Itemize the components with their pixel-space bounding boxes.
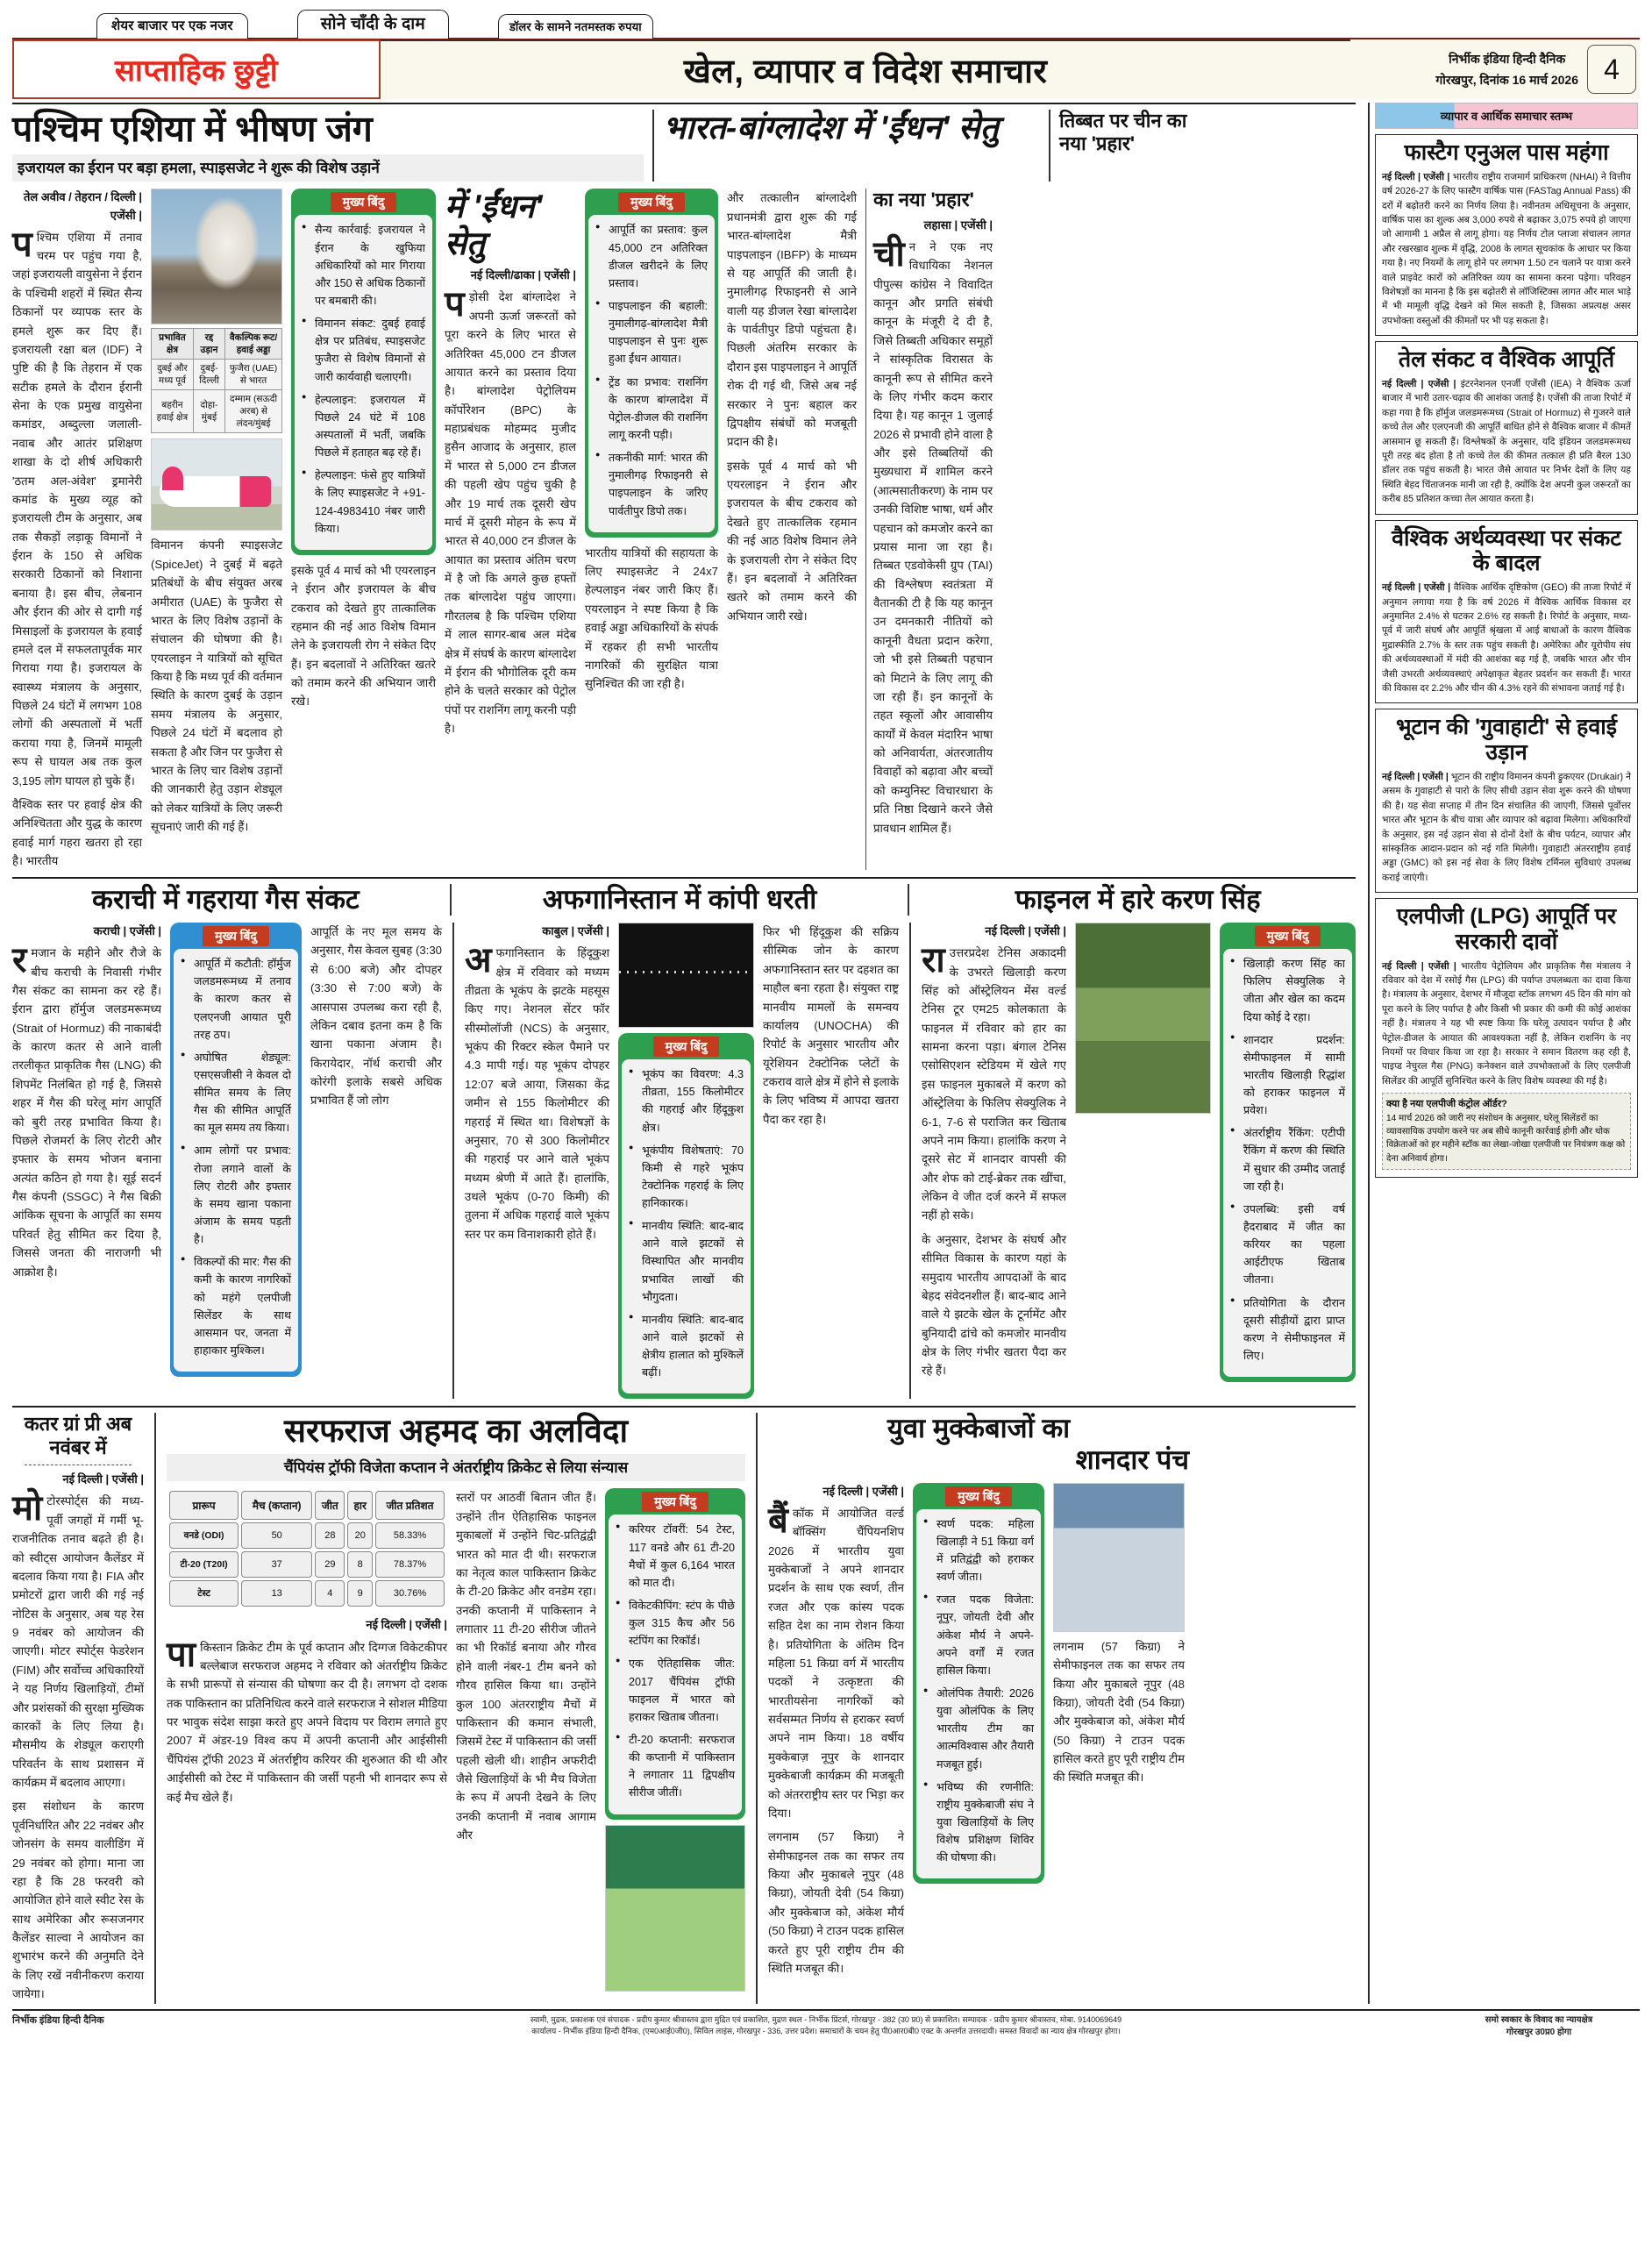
list-item: ● प्रतियोगिता के दौरान दूसरी सीड़ीयों द्वारा प्राप्त करण ने सेमीफाइनल में लिए। [1230, 1294, 1345, 1365]
boxing-key-points-box [913, 1483, 1044, 1885]
list-item: ● मानवीय स्थिति: बाद-बाद आने वाले झटकों से विस्थापित और मानवीय प्रभावित लाखों की भौगुदता। [629, 1217, 744, 1306]
rcard-title: तेल संकट व वैश्विक आपूर्ति [1398, 347, 1615, 373]
vertical-rule-8 [756, 1413, 758, 2003]
boxing-kp-col [913, 1483, 1044, 1978]
qatar-dateline: नई दिल्ली | एजेंसी | [62, 1472, 144, 1486]
key-points-title: मुख्य बिंदु [945, 1486, 1012, 1507]
footer-imprint-line2: कार्यालय - निर्भीक इंडिया हिन्दी दैनिक, (एम0आई0जी0), सिविल लाइंस, गोरखपुर - 336, उत्तर प्रदेश। समाचारों के चयन हेतु पी0आर0बी0 एक्ट के अन्तर्गत उत्तरदायी। समस्त विवादों का न्याय क्षेत्र गोरखपुर होगा। [531, 2026, 1121, 2035]
afghan-text-col [465, 923, 609, 1399]
key-points-body [609, 1514, 742, 1814]
footer-imprint [226, 2014, 1426, 2037]
table-header-row [152, 329, 282, 360]
tibet-headline-block [1059, 110, 1191, 156]
masthead-right-panel [1350, 39, 1640, 99]
row2-bodies [12, 923, 1356, 1399]
key-points-body [622, 1059, 751, 1393]
cell: 78.37% [375, 1551, 445, 1578]
row2-headlines [12, 884, 1356, 916]
key-points-title: मुख्य बिंदु [331, 192, 397, 212]
list-item: ● टी-20 कप्तानी: सरफराज की कप्तानी में पाकिस्तान ने लगातार 11 द्विपक्षीय सीरीज जीतीं। [616, 1731, 735, 1802]
lead-col-2 [151, 189, 282, 870]
sarfraz-kicker: चैंपियंस ट्रॉफी विजेता कप्तान ने अंतर्राष्ट्रीय क्रिकेट से लिया संन्यास [167, 1454, 745, 1482]
key-points-title: मुख्य बिंदु [653, 1037, 720, 1057]
sarfraz-article [167, 1413, 745, 2003]
col-wins: जीत [315, 1491, 345, 1520]
masthead-meta [1435, 48, 1578, 91]
row3-divider [12, 1406, 1356, 1408]
afghan-media-col [618, 923, 754, 1399]
cell: 9 [347, 1580, 373, 1607]
cell: 30.76% [375, 1580, 445, 1607]
lead-body-2a: विमानन कंपनी स्पाइसजेट (SpiceJet) ने दुबई में बढ़ते प्रतिबंधों के बीच संयुक्त अरब अमीरात (UAE) के फुजैरा से भारत के लिए विशेष उड़ानों के संचालन की घोषणा की है। एयरलाइन ने यात्रियों को सूचित किया है कि मध्य पूर्व की वर्तमान स्थिति के कारण दुबई के उड़ान समय मंत्रालय के अनुसार, पिछले 24 घंटों में बदलाव हो सकता है और जिन पर फुजैरा से भारत के लिए चार विशेष उड़ानों की जानकारी हेतु उड़ान शेड्यूल को लेकर यात्रियों के लिए जरूरी सूचनाएं जारी की गई हैं। [151, 538, 282, 834]
qatar-dropcap: मो [12, 1489, 43, 1529]
key-points-body [174, 949, 298, 1372]
rcard-bhutan-flight [1375, 709, 1638, 893]
tennis-headline: फाइनल में हारे करण सिंह [1015, 884, 1261, 916]
place-date: गोरखपुर, दिनांक 16 मार्च 2026 [1435, 73, 1578, 87]
afghan-body-b: फिर भी हिंदूकुश की सक्रिय सीस्मिक जोन के कारण अफगानिस्तान स्तर पर दहशत का माहौल बना रहता है। संयुक्त राष्ट्र मानवीय मामलों के समन्वय कार्यालय (UNOCHA) की रिपोर्ट के अनुसार भारतीय और यूरेशियन टेक्टोनिक प्लेटों के टकराव वाले क्षेत्र में होने से इलाके के लिए भविष्य में आपदा खतरा पैदा कर रहा है। [762, 925, 899, 1126]
key-points-list [616, 1521, 735, 1801]
boxing-body-a: बैंकॉक में आयोजित वर्ल्ड बॉक्सिंग चैंपियनशिप 2026 में भारतीय युवा मुक्केबाजों ने अपने शानदार प्रदर्शन के साथ एक स्वर्ण, तीन रजत और एक कांस्य पदक सहित देश का नाम रोशन किया है। प्रतियोगिता के अंतिम दिन महिला 51 किग्रा वर्ग में भारतीय पदकों ने उत्कृष्टता की भारतीयसेना नागरिकों को सर्वसम्मत निर्णय से हराकर स्वर्ण अपने नाम किया। 18 वर्षीय मुक्केबाज़ नूपुर के शानदार मुक्केबाजी कार्यक्रम की मजबूती को अंतरराष्ट्रीय स्तर पर भिड़ा कर दिया। [768, 1500, 904, 1820]
top-ribbon [12, 7, 1640, 39]
vertical-rule-4 [908, 884, 909, 916]
key-points-list [595, 221, 708, 519]
tibet-dateline: लहासा | एजेंसी | [923, 217, 993, 232]
list-item: ● अंतर्राष्ट्रीय रैंकिंग: एटीपी रैंकिंग में करण की स्थिति में सुधार की उम्मीद जताई जा रही है। [1230, 1124, 1345, 1195]
col-affected-region: प्रभावित क्षेत्र [152, 329, 194, 360]
tennis-player-photo [1075, 923, 1211, 1114]
rcard-body: नई दिल्ली | एजेंसी | इंटरनेशनल एनर्जी एजेंसी (IEA) ने वैश्विक ऊर्जा बाजार में भारी उतार-चढ़ाव की आशंका जताई है। एजेंसी की ताजा रिपोर्ट में कहा गया है कि हॉर्मुज जलडमरूमध्य (Strait of Hormuz) से गुजरने वाले कच्चे तेल और एलएनजी की आपूर्ति बाधित होने से वैश्विक बाजार में कीमतें आसमान छू सकती हैं। विश्लेषकों के अनुसार, यदि इंडियन जलडमरूमध्य पूरी तरह बंद होता है तो कच्चे तेल की कीमत तत्काल ही प्रति बैरल 130 डॉलर तक पहुंच सकती है। भारत जैसे आयात पर निर्भर देशों के लिए यह स्थिति बेहद चिंताजनक मानी जा रही है, क्योंकि देश अपनी कुल जरूरतों का करीब 85 प्रतिशत कच्चा तेल आयात करता है। [1382, 378, 1631, 505]
cell: 29 [315, 1551, 345, 1578]
rcard-dateline: नई दिल्ली | एजेंसी | [1382, 771, 1449, 782]
sarfraz-body-b: स्तरों पर आठवीं बितान जीत हैं। उन्होंने तीन ऐतिहासिक फाइनल मुकाबलों में उन्होंने चिट-प्रतिद्वंद्वी भारत को मात दी थी। सरफराज का नेतृत्व काल पाकिस्तान क्रिकेट के टी-20 क्रिकेट और वनडेम रहा। उनकी कप्तानी में पाकिस्तान ने लगातार 11 टी-20 सीरीज जीतने का भी रिकॉर्ड बनाया और गौरव होने वाली नंबर-1 टीम बनने को गौरव हासिल किया था। उन्होंने कुल 100 अंतरराष्ट्रीय मैचों में पाकिस्तान की कमान संभाली, जिसमें टेस्ट में पाकिस्तान की जर्सी पहली खेली थी। शाहीन अफरीदी जैसे खिलाड़ियों के भी मैच विजेता के रूप में अपनी देखने के लिए उनकी कप्तानी में नवाब आगाम और [456, 1491, 596, 1842]
cell: 4 [315, 1580, 345, 1607]
afghan-headline: अफगानिस्तान में कांपी धरती [542, 884, 817, 916]
main-right-divider [1368, 103, 1370, 2004]
table-row [169, 1551, 445, 1578]
cell: 13 [241, 1580, 312, 1607]
afghan-headline-block [462, 884, 898, 916]
business-column-banner: व्यापार व आर्थिक समाचार स्तम्भ [1375, 103, 1638, 129]
cell: 37 [241, 1551, 312, 1578]
cell: टेस्ट [169, 1580, 239, 1607]
cell: 20 [347, 1522, 373, 1549]
karachi-key-points-box [170, 923, 302, 1377]
ribbon-tab-rupee-dollar[interactable]: डॉलर के सामने नतमस्तक रुपया [498, 14, 653, 39]
list-item: ● आपूर्ति में कटौती: हॉर्मुज जलडमरूमध्य में तनाव के कारण कतर से एलएनजी आयात पूरी तरह ठप। [181, 955, 291, 1044]
qbox-body: 14 मार्च 2026 को जारी नए संशोधन के अनुसार, घरेलू सिलेंडरों का व्यावसायिक उपयोग करने पर अब सीधे कानूनी कार्रवाई होगी और थोक विक्रेताओं को हर महीने स्टॉक का लेखा-जोखा एलपीजी पर नियंत्रण कक्ष को देना अनिवार्य होगा। [1386, 1113, 1626, 1164]
list-item: ● एक ऐतिहासिक जीत: 2017 चैंपियंस ट्रॉफी फाइनल में भारत को हराकर खिताब जीतना। [616, 1655, 735, 1726]
cell: 50 [241, 1522, 312, 1549]
lead-story-columns [12, 189, 1356, 870]
rcard-body: नई दिल्ली | एजेंसी | भूटान की राष्ट्रीय विमानन कंपनी ड्रुकएयर (Drukair) ने असम के गुवाहाटी से पारो के लिए सीधी उड़ान सेवा शुरू करने की घोषणा की है। यह सेवा सप्ताह में तीन दिन संचालित की जाएगी, जिससे पूर्वोत्तर भारत और भूटान के बीच यात्रा और व्यापार को बढ़ावा मिलेगा। अधिकारियों के अनुसार, इस नई उड़ान सेवा से दोनों देशों के बीच पर्यटन, व्यापार और सांस्कृतिक आदान-प्रदान को नई गति मिलेगी। गुवाहाटी अंतरराष्ट्रीय हवाई अड्डा (GMC) को इस नई सेवा के लिए विशेष टर्मिनल सुविधाएं उपलब्ध कराई जाएंगी। [1382, 771, 1631, 883]
list-item: ● भविष्य की रणनीति: राष्ट्रीय मुक्केबाजी संघ ने युवा खिलाड़ियों के लिए विशेष प्रशिक्षण शिविर की घोषणा की। [923, 1778, 1034, 1867]
list-item: ● शानदार प्रदर्शन: सेमीफाइनल में सामी भारतीय खिलाड़ी रिद्धांश को हराकर फाइनल में प्रवेश। [1230, 1031, 1345, 1120]
bangladesh-headline-cont: में 'ईंधन' सेतु [445, 189, 543, 261]
tennis-key-points-box [1220, 923, 1356, 1382]
karachi-text-col-2 [310, 923, 442, 1399]
list-item: ● स्वर्ण पदक: महिला खिलाड़ी ने 51 किग्रा वर्ग में प्रतिद्वंद्वी को हराकर स्वर्ण जीता। [923, 1515, 1034, 1586]
list-item: ● विमानन संकट: दुबई हवाई क्षेत्र पर प्रतिबंध, स्पाइसजेट फुजैरा से विशेष विमानों से जारी कार्यवाही चलाएगी। [302, 315, 425, 386]
sarfraz-media-col [605, 1488, 745, 1991]
footer-imprint-line1: स्वामी, मुद्रक, प्रकाशक एवं संपादक - प्रदीप कुमार श्रीवास्तव द्वारा मुद्रित एवं प्रकाशित, मुद्रण स्थल - निर्भीक प्रिंटर्स, गोरखपुर - 382 (उ0 प्र0) से प्रकाशित। सम्पादक - प्रदीप कुमार श्रीवास्तव, मोबा. 9140069649 [530, 2014, 1122, 2024]
rcard-body: नई दिल्ली | एजेंसी | वैश्विक आर्थिक दृष्टिकोण (GEO) की ताजा रिपोर्ट में अनुमान लगाया गया है कि वर्ष 2026 में वैश्विक आर्थिक विकास दर अनुमानित 2.4% से घटकर 2.6% रह सकती है। रिपोर्ट के अनुसार, मध्य-पूर्व में जारी संघर्ष और आपूर्ति श्रृंखला में आई बाधाओं के कारण वैश्विक मुद्रास्फीति 2.7% के स्तर तक पहुंच सकती है। अमेरिका और यूरोपीय संघ की अर्थव्यवस्थाओं में मंदी की आशंका बढ़ गई है, जबकि भारत और चीन जैसी उभरती अर्थव्यवस्थाएं अपेक्षाकृत बेहतर प्रदर्शन कर सकती हैं। भारत की विकास दर 2.2% और चीन की 4.3% रहने की संभावना जताई गई है। [1382, 582, 1631, 694]
tennis-kp-col [1220, 923, 1356, 1399]
karachi-headline-block [12, 884, 439, 916]
tibet-body: चीन ने एक नए विधायिका नेशनल पीपुल्स कांग्रेस ने विवादित कानून और प्रगति संबंधी कानून के मंजूरी दे दी है, जिसे तिब्बती अधिकार समूहों ने सांस्कृतिक विरासत के कानूनी रूप से सीमित करने के लिए गंभीर कदम करार दिया है। यह कानून 1 जुलाई 2026 से प्रभावी होने वाला है और इसे तिब्बतियों की मुख्यधारा में शामिल करने (आत्मसातीकरण) के नाम पर उनकी विशिष्ट भाषा, धर्म और पहचान को कमजोर करने का प्रयास माना जा रहा है। तिब्बत एडवोकेसी ग्रुप (TAI) की विश्लेषण स्वतंत्रता में वैतानकी टी है कि यह कानून उन दमनकारी नीतियों को कानूनी वैधता प्रदान करेगा, जो भी इसे तिब्बती पहचान को मिटाने के लिए लागू की जा रही हैं। इन कानूनों के तहत स्कूलों और आवासीय कार्यों में केवल मंदारिन भाषा को अनिवार्यता, अंतरजातीय विवाहों को बढ़ावा और बच्चों को कम्युनिस्ट विचारधारा के प्रति निष्ठा दिखाने करने जैसे प्रावधान शामिल हैं। [873, 234, 993, 835]
qatar-article [12, 1413, 144, 2003]
bangladesh-headline: भारत-बांग्लादेश में 'ईंधन' सेतु [663, 110, 999, 146]
boxing-body-b: लगनाम (57 किग्रा) ने सेमीफाइनल तक का सफर तय किया और मुकाबले नूपुर (48 किग्रा), जोयती देवी (54 किग्रा) और मुक्केबाज को, अंकेश मौर्य (50 किग्रा) ने टाउन पदक हासिल करते हुए पूरी राष्ट्रीय टीम की स्थिति मजबूत की। [768, 1830, 904, 1975]
karachi-kp-col [170, 923, 302, 1399]
key-points-header [170, 923, 302, 949]
lead-kicker: इजरायल का ईरान पर बड़ा हमला, स्पाइसजेट ने शुरू की विशेष उड़ानें [12, 154, 644, 182]
lead-body-2b: इसके पूर्व 4 मार्च को भी एयरलाइन ने ईरान और इजरायल के बीच टकराव को देखते हुए तात्कालिक रहमान की नई आठ विशेष विमान लेने के इजरायली रोग ने संकेत दिए हैं। इन बदलावों ने अतिरिक्त खतरे को तमाम करने की अभियान जारी रखे। [291, 563, 436, 709]
lead-body-1: पश्चिम एशिया में तनाव चरम पर पहुंच गया है, जहां इजरायली वायुसेना ने ईरान के पश्चिमी शहरों में स्थित सैन्य ठिकानों पर व्यापक स्तर के हमले शुरू कर दिए हैं। इजरायली रक्षा बल (IDF) ने पुष्टि की है कि तेहरान में एक सटीक हमले के दौरान ईरानी सेना के एक प्रमुख वायुसेना कमांडर, अब्दुल्ला जलाली-नवाब और आतंर प्रशिक्षण शाखा के दो शीर्ष अधिकारी 'ठतम अल-अंवेश' ड्रमानेरी कमांड के मुख्य व्यूह को इजरायली टीम के अनुसार, अब तक सैकड़ों लड़ाकू विमानों ने ईरान के 150 से अधिक सरकारी ठिकानों को निशाना बनाया है। इस बीच, लेबनान और ईरान की ओर से दागी गई मिसाइलों के इजरायल के हवाई हमले दल में सफलतापूर्वक मार गिराया गया है। इजरायल के स्वास्थ्य मंत्रालय के अनुसार, पिछले 24 घंटों में लगभग 108 लोगों की अस्पतालों में भर्ती कराया गया है, जिनमें मामूली रूप से घायल अब तक कुल 3,195 लोग घायल हो चुके हैं। [12, 224, 142, 788]
page-footer [12, 2009, 1640, 2040]
tibet-col [865, 189, 993, 870]
cell: दम्माम (सऊदी अरब) से लंदन/मुंबई [225, 390, 282, 433]
key-points-title: मुख्य बिंदु [642, 1492, 709, 1512]
lead-body-1b: वैश्विक स्तर पर हवाई क्षेत्र की अनिश्चितता और युद्ध के कारण हवाई मार्ग गहरा खतरा हो रहा है। भारतीय [12, 797, 142, 868]
list-item: ● आपूर्ति का प्रस्ताव: कुल 45,000 टन अतिरिक्त डीजल खरीदने के लिए प्रस्ताव। [595, 221, 708, 292]
vertical-rule-5 [452, 923, 454, 1399]
col-alt-route: वैकल्पिक रूट/हवाई अड्डा [225, 329, 282, 360]
tennis-text-col [922, 923, 1066, 1399]
rcard-title: भूटान की 'गुवाहाटी' से हवाई उड़ान [1396, 715, 1617, 766]
qatar-headline-2: नवंबर में [49, 1436, 107, 1458]
weekly-holiday-title: साप्ताहिक छुट्टी [114, 54, 279, 88]
list-item: ● भूकंपीय विशेषताएं: 70 किमी से गहरे भूकंप टेक्टोनिक गहराई के लिए हानिकारक। [629, 1142, 744, 1213]
table-header-row [169, 1491, 445, 1520]
tennis-body-a: राउत्तरप्रदेश टेनिस अकादमी के उभरते खिलाड़ी करण सिंह को ऑस्ट्रेलियन मेंस वर्ल्ड टेनिस टूर एम25 कोलकाता के फाइनल में रविवार को हार का सामना करना पड़ा। बंगाल टेनिस एसोसिएशन स्टेडियम में खेले गए इस फाइनल मुकाबले में करण को ऑस्ट्रेलिया के फिलिप सेक्युलिक ने 6-1, 7-6 से पराजित कर खिताब अपने नाम किया। हालांकि करण ने दूसरे सेट में शानदार वापसी की और शेफ को टाई-ब्रेकर तक खींचा, लेकिन वे जीत दर्ज करने में सफल नहीं हो सके। [921, 941, 1066, 1222]
karachi-body-a: रमजान के महीने और रौजे के बीच कराची के निवासी गंभीर गैस संकट का सामना कर रहे हैं। ईरान द्वारा हॉर्मुज जलडमरूमध्य (Strait of Hormuz) की नाकाबंदी के कारण कतर से आने वाली तरलीकृत प्राकृतिक गैस (LNG) की शिपमेंट निलंबित हो गई है, जिससे शहर में गैस की घरेलू मांग आपूर्ति को बुरी तरह प्रभावित किया है। पिछले रोजमर्रा के लिए रोटरी और इफ्तार के समय भोजन बनाना अत्यंत कठिन हो गया है। सूई सदर्न गैस कंपनी (SSGC) ने गैस बिक्री आंकिक सूचना के आपूर्ति का समय परिवर्त हेतु सीमित कर दिया है, जिससे जनता की नाराजगी भी आक्रोश है। [12, 941, 161, 1279]
list-item: ● आम लोगों पर प्रभाव: रोजा लगाने वालों के लिए रोटरी और इफ्तार के समय खाना पकाना अंजाम के समय पड़ती है। [181, 1142, 291, 1248]
key-points-list [1230, 955, 1345, 1365]
cell: 58.33% [375, 1522, 445, 1549]
business-column [1375, 103, 1638, 2004]
sarfraz-text-col [456, 1488, 596, 1991]
col-cancelled-flight: रद्द उड़ान [193, 329, 224, 360]
table-row [152, 360, 282, 390]
list-item: ● अघोषित शेड्यूल: एसएसजीसी ने केवल दो सीमित समय के लिए गैस की सीमित आपूर्ति का मूल समय तय किया। [181, 1049, 291, 1137]
table-row [152, 390, 282, 433]
tibet-headline: तिब्बत पर चीन का नया 'प्रहार' [1059, 110, 1187, 155]
qbox-title: क्या है नया एलपीजी कंट्रोल ऑर्डर? [1386, 1099, 1507, 1110]
rcard-dateline: नई दिल्ली | एजेंसी | [1382, 582, 1451, 594]
sarfraz-columns [167, 1488, 745, 1991]
masthead-left-panel [12, 39, 381, 99]
affected-routes-table [151, 328, 282, 433]
rcard-title: एलपीजी (LPG) आपूर्ति पर सरकारी दावों [1396, 904, 1617, 954]
boxing-dropcap: बैं [768, 1500, 788, 1540]
list-item: ● रजत पदक विजेता: नूपुर, जोयती देवी और अंकेश मौर्य ने अपने-अपने वर्गों में रजत हासिल किया। [923, 1591, 1034, 1679]
key-points-list [629, 1065, 744, 1381]
karachi-text-col [12, 923, 161, 1399]
tennis-dropcap: रा [921, 941, 945, 980]
sarfraz-key-points-box [605, 1488, 745, 1819]
lead-body-3a: भारतीय यात्रियों की सहायता के लिए स्पाइसजेट ने 24x7 हेल्पलाइन नंबर जारी किए हैं। एयरलाइन ने स्पष्ट किया है कि हवाई अड्डा अधिकारियों के संपर्क में रहकर ही सभी भारतीय नागरिकों की सुरक्षित यात्रा सुनिश्चित की जा रही है। [585, 545, 718, 691]
list-item: ● खिलाड़ी करण सिंह का फिलिप सेक्युलिक ने जीता और खेल का कदम दिया कोई दे रहा। [1230, 955, 1345, 1026]
sarfraz-table-col [167, 1488, 447, 1991]
lpg-control-order-box [1382, 1093, 1631, 1170]
tennis-body-b: के अनुसार, देशभर के संघर्ष और सीमित विकास के कारण यहां के समुदाय भारतीय आपदाओं के बाद बेहद संवेदनशील हैं। बाद-बाद आने वाले ये झटके खेल के टूर्नामेंट और बुनियादी ढांचे को कमजोर मानवीय क्षेत्र के लिए गंभीर खतरा पैदा कर रहे हैं। [921, 1232, 1066, 1378]
key-points-header [913, 1483, 1044, 1509]
bangladesh-col-1 [445, 189, 576, 870]
key-points-list [923, 1515, 1034, 1867]
footer-paper-name: निर्भीक इंडिया हिन्दी दैनिक [12, 2014, 104, 2026]
key-points-title: मुख्य बिंदु [203, 926, 269, 946]
qatar-body: मोटोरस्पोर्ट्स की मध्य-पूर्वी जगहों में गर्मी भू-राजनीतिक तनाव बढ़ते ही है। को स्वीट्स आयोजन कैलेंडर में बदलाव किया गया है। FIA और प्रमोटरों द्वारा जारी की गई नई नोटिस के अनुसार, अब यह रेस 9 नवंबर को आयोजन की जाएगी। मोटर स्पोर्ट्स फेडरेशन (FIM) और सर्वोच्च अधिकारियों ने यह निर्णय खिलाड़ियों, टीमों और प्रशंसकों की सुरक्षा मुख्यिक कारकों के लिए लिया है। मौसमीय के शेड्यूल कराएगी परिवर्तन के साथ प्रशासन में कार्यक्रम में बदलाव आएगा। [12, 1489, 144, 1790]
afghan-dateline: काबुल | एजेंसी | [542, 924, 609, 938]
lead-dropcap: प [12, 224, 32, 264]
bangladesh-key-points-box [585, 189, 718, 537]
key-points-header [618, 1033, 754, 1059]
cell: दुबई-दिल्ली [193, 360, 224, 390]
rcard-dateline: नई दिल्ली | एजेंसी | [1382, 171, 1450, 182]
rcard-fastag [1375, 134, 1638, 336]
key-points-header [605, 1488, 745, 1514]
key-points-body [588, 215, 715, 531]
page-body [12, 103, 1640, 2004]
page-number: 4 [1587, 45, 1636, 94]
tennis-article [922, 923, 1356, 1399]
cell: फुजैरा (UAE) से भारत [225, 360, 282, 390]
tibet-dropcap: ची [873, 234, 905, 274]
tennis-headline-block [920, 884, 1356, 916]
boxing-text-col [768, 1483, 904, 1978]
bangladesh-dateline: नई दिल्ली/ढाका | एजेंसी | [470, 268, 576, 282]
list-item: ● भूकंप का विवरण: 4.3 तीव्रता, 155 किलोमीटर की गहराई और हिंदूकुश क्षेत्र। [629, 1065, 744, 1137]
bangladesh-headline-block [663, 110, 1040, 146]
list-item: ● ओलंपिक तैयारी: 2026 युवा ओलंपिक के लिए भारतीय टीम का आत्मविश्वास और तैयारी मजबूत हुई। [923, 1685, 1034, 1773]
lead-dateline: तेल अवीव / तेहरान / दिल्ली | एजेंसी | [23, 190, 142, 222]
list-item: ● करियर टॉवरीं: 54 टेस्ट, 117 वनडे और 61 टी-20 मैचों में कुल 6,164 भारत को मात दी। [616, 1521, 735, 1592]
sarfraz-headline: सरफराज अहमद का अलविदा [283, 1413, 629, 1450]
seismograph-photo [618, 923, 754, 1028]
footer-row [12, 2014, 1640, 2040]
karachi-headline: कराची में गहराया गैस संकट [92, 884, 360, 916]
qatar-body-b: इस संशोधन के कारण पूर्वनिर्धारित और 22 नवंबर और जोनसंग के समय वालीडिंग में 29 नवंबर को होगा। माना जा रहा है कि 28 फरवरी को आयोजित होने वाले स्वीट रेस के साथ अमेरिका और रूसजनगर कैलेंडर साल्वा ने आयोजन का शुभारंभ करने की अनुमति देने के लिए रखें नवीनीकरण कराया जायेगा। [12, 1800, 144, 2001]
cell: दोहा-मुंबई [193, 390, 224, 433]
vertical-rule-6 [909, 923, 911, 1399]
key-points-list [302, 221, 425, 537]
rcard-title: वैश्विक अर्थव्यवस्था पर संकट के बादल [1392, 525, 1621, 576]
tennis-dateline: नई दिल्ली | एजेंसी | [985, 924, 1066, 938]
footer-jurisdiction-title: समो स्वकार के विवाद का न्यायक्षेत्र [1485, 2014, 1593, 2025]
list-item: ● विकल्पों की मार: गैस की कमी के कारण नागरिकों को महंगे एलपीजी सिलेंडर के साथ आसमान पर, जनता में हाहाकार मुश्किल। [181, 1253, 291, 1359]
karachi-dateline: कराची | एजेंसी | [93, 924, 161, 938]
lead-body-2b-cont: इसके पूर्व 4 मार्च को भी एयरलाइन ने ईरान और इजरायल के बीच टकराव को देखते हुए तात्कालिक रहमान की नई आठ विशेष विमान लेने के इजरायली रोग ने संकेत दिए हैं। इन बदलावों ने अतिरिक्त खतरे को तमाम करने की अभियान जारी रखे। [727, 459, 857, 623]
lead-headline-block [12, 110, 644, 182]
boxing-article [768, 1413, 1189, 2003]
karachi-article [12, 923, 442, 1399]
cell: टी-20 (T20I) [169, 1551, 239, 1578]
list-item: ● पाइपलाइन की बहाली: नुमालीगढ़-बांग्लादेश मैत्री पाइपलाइन से पुनः शुरू हुआ ईंधन आयात। [595, 297, 708, 368]
tennis-media-col [1075, 923, 1211, 1399]
karachi-dropcap: र [12, 941, 27, 980]
key-points-body [916, 1509, 1041, 1879]
key-points-title: मुख्य बिंदु [1255, 926, 1321, 946]
paper-name: निर्भीक इंडिया हिन्दी दैनिक [1449, 51, 1566, 66]
rcard-body: नई दिल्ली | एजेंसी | भारतीय पेट्रोलियम और प्राकृतिक गैस मंत्रालय ने रविवार को देश में रसोई गैस (LPG) की पर्याप्त उपलब्धता का दावा किया है। मंत्रालय के अनुसार, देशभर में मौजूदा स्टॉक लगभग 45 दिन की मांग को पूरा करने के लिए पर्याप्त है और किसी भी प्रकार की कमी की कोई आशंका नहीं है। मंत्रालय ने यह भी स्पष्ट किया कि घरेलू उत्पादन पर्याप्त है और पेट्रोल-डीजल के आयात की आवश्यकता नहीं है, लेकिन राशनिंग के नए नियमों पर विचार किया जा रहा है। सरकार ने समान वितरण कह रही है, पाइप्ड नेचुरल गैस (PNG) कनेक्शन वाले उपभोक्ताओं के लिए एलपीजी सिलेंडर की आपूर्ति सुनिश्चित करने के लिए विशेष व्यवस्था की गई है। [1382, 960, 1631, 1087]
boxing-dateline: नई दिल्ली | एजेंसी | [822, 1484, 904, 1498]
table-row [169, 1522, 445, 1549]
list-item: ● मानवीय स्थिति: बाद-बाद आने वाले झटकों से क्षेत्रीय हालात को मुश्किलें बढ़ीं। [629, 1311, 744, 1382]
ribbon-tab-gold-silver[interactable]: सोने चाँदी के दाम [297, 10, 449, 39]
explosion-photo [151, 189, 282, 324]
bangladesh-dropcap: प [445, 285, 465, 324]
karachi-body-b: आपूर्ति के नए मूल समय के अनुसार, गैस केवल सुबह (3:30 से 6:00 बजे) और दोपहर (3:30 से 7:00 बजे) के आसपास उपलब्ध करा रही है, लेकिन दबाव इतना कम है कि खाना पकाना अंजाम है। किरायेदार, नॉर्थ कराची और कोरंगी इलाके सबसे अधिक प्रभावित हैं जो लोग [310, 925, 442, 1108]
bangladesh-col-2 [585, 189, 718, 870]
vertical-rule-7 [154, 1413, 156, 2003]
sarfraz-stats-table [167, 1488, 447, 1609]
col-matches: मैच (कप्तान) [241, 1491, 312, 1520]
key-points-list [181, 955, 291, 1359]
qatar-headline-1: कतर ग्रां प्री अब [24, 1413, 132, 1436]
vertical-rule-3 [450, 884, 452, 916]
cell: 28 [315, 1522, 345, 1549]
list-item: ● उपलब्धि: इसी वर्ष हैदराबाद में जीत का करियर का पहला आईटीएफ खिताब जीतना। [1230, 1201, 1345, 1289]
col-losses: हार [347, 1491, 373, 1520]
afghan-key-points-box [618, 1033, 754, 1399]
list-item: ● ट्रेंड का प्रभाव: राशनिंग के कारण बांग्लादेश में पेट्रोल-डीजल की राशनिंग लागू करनी पड़ी। [595, 374, 708, 445]
key-points-body [295, 215, 432, 549]
boxers-photo [1053, 1483, 1185, 1632]
cell: वनडे (ODI) [169, 1522, 239, 1549]
footer-jurisdiction [1438, 2014, 1640, 2040]
sarfraz-dateline: नई दिल्ली | एजेंसी | [366, 1618, 447, 1632]
rcard-dateline: नई दिल्ली | एजेंसी | [1382, 960, 1456, 972]
masthead-center-panel [381, 39, 1350, 99]
rcard-title: फास्टैग एनुअल पास महंगा [1404, 140, 1609, 165]
col-format: प्रारूप [169, 1491, 239, 1520]
afghan-body-a: अफगानिस्तान के हिंदूकुश क्षेत्र में रविवार को मध्यम तीव्रता के भूकंप के झटके महसूस किए गए। नेशनल सेंटर फॉर सीस्मोलॉजी (NCS) के अनुसार, भूकंप की रिक्टर स्केल पैमाने पर 4.3 मापी गई। यह भूकंप दोपहर 12:07 बजे आया, जिसका केंद्र जमीन से 155 किलोमीटर की गहराई में स्थित था। विशेषज्ञों के अनुसार, 70 से 300 किलोमीटर की गहराई पर आने वाले भूकंप मध्यम श्रेणी में आते हैं। हालांकि, उथले भूकंप (0-70 किमी) की तुलना में अधिक गहराई वाले भूकंप स्तर पर कम विनाशकारी होते हैं। [464, 941, 609, 1241]
vertical-rule-2 [1049, 110, 1050, 182]
row3-container [12, 1413, 1356, 2003]
tibet-headline-cont: का नया 'प्रहार' [873, 189, 974, 211]
cell: दुबई और मध्य पूर्व [152, 360, 194, 390]
rcard-lpg-supply [1375, 898, 1638, 1178]
lead-col-1 [12, 189, 142, 870]
vertical-rule [652, 110, 654, 182]
lead-col-3 [291, 189, 436, 870]
ribbon-tab-stock-market[interactable]: शेयर बाजार पर एक नजर [96, 13, 248, 39]
col-win-pct: जीत प्रतिशत [375, 1491, 445, 1520]
rcard-oil-crisis [1375, 341, 1638, 514]
key-points-title: मुख्य बिंदु [618, 192, 685, 212]
footer-jurisdiction-sub: गोरखपुर उ0प्र0 होगा [1506, 2028, 1572, 2038]
bangladesh-col-3 [727, 189, 857, 870]
sarfraz-photo [605, 1825, 745, 1992]
boxing-body-b-cont: लगनाम (57 किग्रा) ने सेमीफाइनल तक का सफर तय किया और मुकाबले नूपुर (48 किग्रा), जोयती देवी (54 किग्रा) और मुक्केबाज को, अंकेश मौर्य (50 किग्रा) ने टाउन पदक हासिल करते हुए पूरी राष्ट्रीय टीम की स्थिति मजबूत की। [1053, 1639, 1185, 1785]
lead-headline: पश्चिम एशिया में भीषण जंग [12, 109, 373, 149]
bangladesh-body-b: और तत्कालीन बांग्लादेशी प्रधानमंत्री द्वारा शुरू की गई भारत-बांग्लादेश मैत्री पाइपलाइन (IBFP) के माध्यम से यह आपूर्ति की जाती है। नुमालीगढ़ रिफाइनरी से आने वाली यह डीजल रेखा बांग्लादेश के पार्वतीपुर डिपो पहुंचता है। पिछली अंतरिम सरकार के दौरान इस पाइपलाइन ने आपूर्ति रोक दी गई थी, जिसे अब नई सरकार ने पुनः बहाल कर द्विपक्षीय संबंधों को मजबूती प्रदान की है। [727, 191, 857, 449]
list-item: ● विकेटकीपिंग: स्टंप के पीछे कुल 315 कैच और 56 स्टंपिंग का रिकॉर्ड। [616, 1597, 735, 1650]
afghan-dropcap: अ [464, 941, 492, 980]
sarfraz-body-a: पाकिस्तान क्रिकेट टीम के पूर्व कप्तान और दिग्गज विकेटकीपर बल्लेबाज सरफराज अहमद ने रविवार को अंतर्राष्ट्रीय क्रिकेट के सभी प्रारूपों से संन्यास की घोषणा कर दी है। लगभग दो दशक तक पाकिस्तान का प्रतिनिधित्व करने वाले सरफराज ने सोशल मीडिया पर भावुक संदेश साझा करते हुए अपने विदाय पर विराम लगाते हुए 2007 में अंडर-19 विश्व कप में अपनी कप्तानी और आईसीसी चैंपियंस ट्रॉफी 2023 में अंतर्राष्ट्रीय करियर की शुरुआत की थी और आईसीसी को टेस्ट में पाकिस्तान की जर्सी पहनी भी शानदार रूप से कई मैच खेले हैं। [167, 1635, 447, 1804]
boxing-media-col [1053, 1483, 1185, 1978]
masthead [12, 38, 1640, 99]
key-points-header [585, 189, 718, 215]
list-item: ● तकनीकी मार्ग: भारत की नुमालीगढ़ रिफाइनरी से पाइपलाइन के जरिए पार्वतीपुर डिपो तक। [595, 449, 708, 520]
list-item: ● हेल्पलाइन: फंसे हुए यात्रियों के लिए स्पाइसजेट ने +91-124-4983410 नंबर जारी किया। [302, 467, 425, 538]
afghan-article [465, 923, 899, 1399]
list-item: ● हेल्पलाइन: इजरायल में पिछले 24 घंटे में 108 अस्पतालों में भर्ती, जबकि पिछले में हताहत बढ़ रहे हैं। [302, 391, 425, 462]
cell: 8 [347, 1551, 373, 1578]
key-points-header [1220, 923, 1356, 949]
table-row [169, 1580, 445, 1607]
boxing-headline-1: युवा मुक्केबाजों का [887, 1413, 1071, 1444]
lead-headline-row [12, 103, 1356, 182]
rcard-global-economy [1375, 520, 1638, 704]
key-points-body [1223, 949, 1352, 1377]
afghan-text-col-2 [763, 923, 899, 1399]
section-title: खेल, व्यापार व विदेश समाचार [683, 53, 1048, 90]
boxing-headline-2: शानदार पंच [1075, 1444, 1189, 1476]
lead-key-points-box [291, 189, 436, 554]
main-content-zone [12, 103, 1363, 2004]
list-item: ● सैन्य कार्रवाई: इजरायल ने ईरान के खुफिया अधिकारियों को मार गिराया और 150 से अधिक ठिकानों पर बमबारी की। [302, 221, 425, 310]
cell: बहरीन हवाई क्षेत्र [152, 390, 194, 433]
sarfraz-dropcap: पा [167, 1635, 196, 1674]
boxing-columns [768, 1483, 1189, 1978]
rcard-dateline: नई दिल्ली | एजेंसी | [1382, 378, 1456, 389]
row2-divider [12, 877, 1356, 879]
rcard-body: नई दिल्ली | एजेंसी | भारतीय राष्ट्रीय राजमार्ग प्राधिकरण (NHAI) ने वित्तीय वर्ष 2026-27 के लिए फास्टैग वार्षिक पास (FASTag Annual Pass) की दरों में बढ़ोतरी करने का निर्णय लिया है। नवीनतम अधिसूचना के अनुसार, वार्षिक पास का शुल्क अब 3,000 रुपये से बढ़ाकर 3,075 रुपये हो जाएगा जो आगामी 1 अप्रैल से लागू होगा। यह निर्णय टोल प्लाजा संचालन लागत और रखरखाव शुल्क में वृद्धि, 2008 के लागत सूचकांक के आधार पर किया गया है। नए नियमों के लागू होने पर लगभग 1.50 टन चलाने पर यात्रा करने वाले प्राइवेट कारों को अतिरिक्त व्यय का सामना करना पड़ेगा। परिवहन विशेषज्ञों का मानना है कि इस बढ़ोतरी से लॉजिस्टिक्स लागत और माल भाड़े में भी मामूली वृद्धि देखने को मिल सकती है, जिसका अप्रत्यक्ष असर उपभोक्ता वस्तुओं की कीमतों पर भी पड़ सकता है। [1382, 171, 1631, 326]
bangladesh-body-a: पड़ोसी देश बांग्लादेश ने अपनी ऊर्जा जरूरतों को पूरा करने के लिए भारत से अतिरिक्त 45,000 टन डीजल आयात करने का प्रस्ताव दिया है। बांग्लादेश पेट्रोलियम कॉर्पोरेशन (BPC) के महाप्रबंधक मोहम्मद मुजीद हुसैन आजाद के अनुसार, हाल में भारत से 5,000 टन डीजल की पहली खेप पहुंच चुकी है और 19 मार्च तक दूसरी खेप मार्च में दूसरी मोहन के रूप में भारत से 40,000 टन डीजल के आयात का प्रस्ताव अंतिम चरण में है जो कि अगले कुछ हफ्तों तक बांग्लादेश पहुंच जाएगा। गौरतलब है कि पश्चिम एशिया में लाल सागर-बाब अल मंदेब क्षेत्र में संघर्ष के कारण बांग्लादेश में ईरान की भौगोलिक दूरी कम होने के चलते सरकार को पेट्रोल पंपों पर राशनिंग लागू करनी पड़ी है। [445, 285, 576, 736]
spicejet-plane-photo [151, 438, 282, 531]
key-points-header [291, 189, 436, 215]
